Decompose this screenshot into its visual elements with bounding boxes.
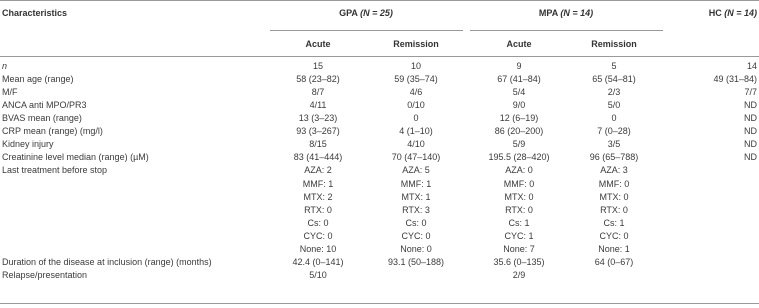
header-bottom-rule (0, 56, 759, 57)
subheader-gpa-acute: Acute (305, 39, 331, 49)
table-cell: 35.6 (0–135) (493, 256, 545, 267)
table-cell: 93 (3–267) (296, 126, 340, 137)
table-cell-hc: ND (744, 126, 757, 137)
table-cell: RTX: 0 (304, 204, 332, 215)
table-cell-hc: ND (744, 139, 757, 150)
table-cell-hc: ND (744, 100, 757, 111)
row-label: Kidney injury (2, 139, 54, 150)
row-label: Relapse/presentation (2, 269, 88, 280)
table-cell: Cs: 0 (405, 217, 427, 228)
table-cell: AZA: 5 (402, 165, 430, 176)
table-cell: 0/10 (407, 100, 425, 111)
row-label: Mean age (range) (2, 74, 74, 85)
mpa-group-rule (470, 30, 663, 31)
table-cell: None: 1 (598, 243, 630, 254)
table-cell: Cs: 1 (508, 217, 530, 228)
table-cell: 67 (41–84) (497, 74, 541, 85)
table-cell: MMF: 0 (503, 178, 535, 189)
table-cell-hc: 49 (31–84) (713, 74, 757, 85)
table-cell: 70 (47–140) (391, 152, 441, 163)
table-cell: MTX: 0 (504, 191, 534, 202)
table-cell: 86 (20–200) (494, 126, 544, 137)
table-cell: Cs: 0 (307, 217, 329, 228)
table-cell: MMF: 1 (302, 178, 334, 189)
table-cell: 83 (41–444) (293, 152, 343, 163)
table-cell: 8/7 (311, 87, 325, 98)
row-label: Creatinine level median (range) (µM) (2, 152, 149, 163)
table-cell: 64 (0–67) (594, 256, 634, 267)
table-cell: 42.4 (0–141) (292, 256, 344, 267)
table-cell: 15 (312, 61, 324, 71)
table-cell: 65 (54–81) (592, 74, 636, 85)
row-label: ANCA anti MPO/PR3 (2, 100, 87, 111)
table-top-rule (0, 0, 759, 1)
table-cell: None: 10 (299, 243, 337, 254)
table-cell: CYC: 0 (303, 230, 333, 241)
table-cell: RTX: 0 (505, 204, 533, 215)
header-group-hc: HC (N = 14) (708, 8, 757, 18)
table-cell: 2/3 (607, 87, 621, 98)
table-cell: 5/10 (309, 269, 327, 280)
row-label: n (2, 61, 8, 71)
table-cell: RTX: 3 (402, 204, 430, 215)
table-bottom-rule (0, 303, 759, 304)
subheader-mpa-acute: Acute (506, 39, 532, 49)
table-cell: 195.5 (28–420) (488, 152, 550, 163)
table-cell: AZA: 3 (600, 165, 628, 176)
table-cell: None: 0 (400, 243, 432, 254)
table-cell: Cs: 1 (603, 217, 625, 228)
table-cell: 4/11 (309, 100, 327, 111)
table-cell: 58 (23–82) (296, 74, 340, 85)
table-cell-hc: 7/7 (744, 87, 757, 98)
table-cell: 8/15 (309, 139, 327, 150)
gpa-group-rule (270, 30, 463, 31)
table-cell: 5 (611, 61, 617, 71)
table-cell: RTX: 0 (600, 204, 628, 215)
table-cell: CYC: 1 (504, 230, 534, 241)
table-cell: 0 (413, 113, 419, 124)
table-cell: 4/6 (409, 87, 423, 98)
table-cell: MMF: 0 (598, 178, 630, 189)
table-cell-hc: ND (744, 152, 757, 163)
table-cell: 12 (6–19) (499, 113, 539, 124)
row-label: M/F (2, 87, 18, 98)
table-cell: 13 (3–23) (298, 113, 338, 124)
table-cell: None: 7 (503, 243, 535, 254)
table-cell: 93.1 (50–188) (387, 256, 445, 267)
table-cell: 10 (410, 61, 422, 71)
table-cell: AZA: 2 (304, 165, 332, 176)
row-label: Duration of the disease at inclusion (range) (months) (2, 256, 212, 267)
header-group-mpa: MPA (N = 14) (538, 8, 594, 18)
table-cell: 5/9 (512, 139, 526, 150)
table-cell: 0 (611, 113, 617, 124)
table-cell: 4 (1–10) (399, 126, 433, 137)
table-cell: CYC: 0 (401, 230, 431, 241)
row-label: CRP mean (range) (mg/l) (2, 126, 103, 137)
subheader-gpa-remission: Remission (393, 39, 439, 49)
header-group-gpa: GPA (N = 25) (339, 8, 393, 18)
subheader-mpa-remission: Remission (591, 39, 637, 49)
table-cell: 7 (0–28) (597, 126, 631, 137)
table-cell: 59 (35–74) (394, 74, 438, 85)
table-cell: MTX: 2 (303, 191, 333, 202)
table-cell: AZA: 0 (505, 165, 533, 176)
table-cell: 5/4 (512, 87, 526, 98)
table-cell: MMF: 1 (400, 178, 432, 189)
table-cell: MTX: 1 (401, 191, 431, 202)
table-cell: 9 (516, 61, 522, 71)
header-characteristics: Characteristics (2, 8, 68, 18)
table-cell: MTX: 0 (599, 191, 629, 202)
table-cell: 5/0 (607, 100, 621, 111)
table-cell: CYC: 0 (599, 230, 629, 241)
row-label: BVAS mean (range) (2, 113, 82, 124)
table-cell: 96 (65–788) (589, 152, 639, 163)
table-cell: 9/0 (512, 100, 526, 111)
table-cell: 3/5 (607, 139, 621, 150)
row-label: Last treatment before stop (2, 165, 108, 176)
table-cell: 4/10 (407, 139, 425, 150)
table-cell: 2/9 (512, 269, 526, 280)
table-cell-hc: 14 (746, 61, 757, 71)
table-cell-hc: ND (744, 113, 757, 124)
